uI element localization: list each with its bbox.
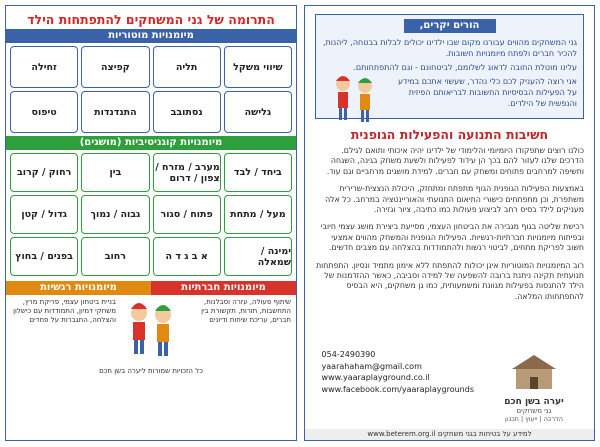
motor-skills-header: מיומנויות מוטוריות <box>6 29 296 43</box>
copyright-footer: כל הזכויות שמורות ליערה בשן חכם <box>99 367 203 375</box>
cognitive-item: מעל / מתחת <box>224 195 292 234</box>
contact-section <box>305 345 594 440</box>
email-link[interactable]: yaarahaham@gmail.com <box>321 361 422 371</box>
motor-item: תליה <box>153 46 221 88</box>
parents-letter <box>315 14 584 119</box>
skills-panel <box>5 5 297 441</box>
emotional-skills-text: בניית ביטחון עצמי, פריקת מרץ, משחקי דמיון, התמודדות עם כישלון והצלחה, התגברות על פחדים <box>13 298 116 324</box>
motor-item: גלישה <box>224 91 292 133</box>
cognitive-item: בין <box>81 153 149 192</box>
letter-paragraph: עלינו מוטלת החובה לדאוג לשלומם, לביטחונם - וגם להתפתחותם. <box>353 63 577 72</box>
cognitive-item: בפנים / בחוץ <box>10 237 78 276</box>
logo-name: יערה בשן חכם <box>504 397 564 407</box>
emotional-skills-header: מיומנויות רגשיות <box>6 281 151 295</box>
cognitive-item: גדול / קטן <box>10 195 78 234</box>
logo-subtitle: גני משחקים <box>516 407 552 415</box>
social-skills-header: מיומנויות חברתיות <box>151 281 296 295</box>
contact-details <box>322 349 474 395</box>
safety-footer: www.beterem.org.il למידע על בטיחות בגני משחקים <box>305 429 594 440</box>
social-skills-text: שיתוף פעולה, עזרה וסבלנות, התחשבות, תורות, תקשורת בין חברים, עריכת שיחות ודיונים <box>201 298 291 324</box>
cognitive-skills-grid <box>6 150 296 279</box>
emotional-social-headers <box>6 281 296 295</box>
cognitive-item: פתוח / סגור <box>153 195 221 234</box>
facebook-link[interactable]: www.facebook.com/yaaraplaygrounds <box>321 384 474 394</box>
logo-tagline: הדרכה | ייעוץ | תכנון <box>505 415 563 423</box>
body-paragraph: באמצעות הפעילות הגופנית הגוף מתפתח ומתחזק, היכולת הנצצית-שרירית משתפרת, וכן מתפתחים כישורי התיאום התנועתי והאוריינטציה במרחב. כל אלה מעניקים לילד בסיס רחב לביצוע פעולות כמו כתיבה, ציור וגזירה. <box>325 184 584 215</box>
cognitive-item: רחוב <box>81 237 149 276</box>
motor-item: שיווי משקל <box>224 46 292 88</box>
phone-number: 054-2490390 <box>321 350 376 359</box>
cognitive-skills-header: מיומנויות קוגניטיביות (מושגים) <box>6 136 296 150</box>
body-paragraph: רכישת שליטה בגוף מגבירה את הביטחון העצמי, מסייעת ביצירת מושג עצמי חיובי ובפיתוח מיומנויות חברתיות-רגשיות. הפעילות הגופנית והמשחק מהווים אמצעי חשוב לפריקת מתחים, לביטוי רגשות ולהתמודדות בהצלחה עם מצבים חדשים. <box>320 222 584 253</box>
cognitive-item: מערב / מזרח / צפון / דרום <box>153 153 221 192</box>
letter-paragraph: גני המשחקים מהווים עבורנו מקום שבו ילדינו יכולים לבלות בבטחה, ליהנות, להכיר חברים ולפתח מיומנויות חשובות. <box>323 38 577 58</box>
company-logo <box>482 349 586 421</box>
motor-skills-grid <box>6 43 296 136</box>
house-icon <box>482 349 586 393</box>
motor-item: זחילה <box>10 46 78 88</box>
motor-item: התנדנדות <box>81 91 149 133</box>
emotional-social-content <box>6 295 296 367</box>
cognitive-item: ימינה / שמאלה <box>224 237 292 276</box>
letter-title: הורים יקרים, <box>404 19 496 33</box>
motor-item: טיפוס <box>10 91 78 133</box>
section-title: חשיבות התנועה והפעילות הגופנית <box>350 127 549 142</box>
kids-illustration <box>327 70 381 130</box>
cognitive-item: א ב ג ד ה <box>153 237 221 276</box>
info-panel <box>304 5 595 441</box>
body-paragraph: כולנו רוצים שתפקודו היומיומי והלימודי של ילדינו יהיה איכותי ותואם לגילם. הדרכים שלנו לעזור להם בכך הן עידוד לפעילות ולשעת משחק בגינה, השגחה וחשיפה למרחבים פתוחים ומשחק עם חברים. למידת מושגים מרחביים וגם עוד. <box>326 146 584 176</box>
cognitive-item: גבוה / נמוך <box>81 195 149 234</box>
letter-paragraph: אני רוצה להעניק לכם כלי נהדר, שעשוי אתכם במידע על הפעילות הבסיסיות החשובות לבריאותם הפיזית והנפשית של הילדים. <box>398 77 577 108</box>
kids-illustration <box>121 295 181 367</box>
cognitive-item: ביחד / לבד <box>224 153 292 192</box>
skills-title: התרומה של גני המשחקים להתפתחות הילד <box>27 12 275 27</box>
motor-item: נסתובב <box>153 91 221 133</box>
motor-item: קפיצה <box>81 46 149 88</box>
website-link[interactable]: www.yaaraplayground.co.il <box>321 373 430 382</box>
cognitive-item: רחוק / קרוב <box>10 153 78 192</box>
body-paragraph: רוב המיומנויות המוטוריות אינן יכולות להתפתח ללא אימון מתמיד ונסיון. התפתחות תנועתית תקינה ניתנת ברובה להשפעה של למידה וסביבה, כאשר ההזדמנות של הילד להתנסות בפעילות מגוונת ומשמעותית, כמו גן משחקים, היא הבסיס להתפתחותו המלאה. <box>316 260 584 301</box>
